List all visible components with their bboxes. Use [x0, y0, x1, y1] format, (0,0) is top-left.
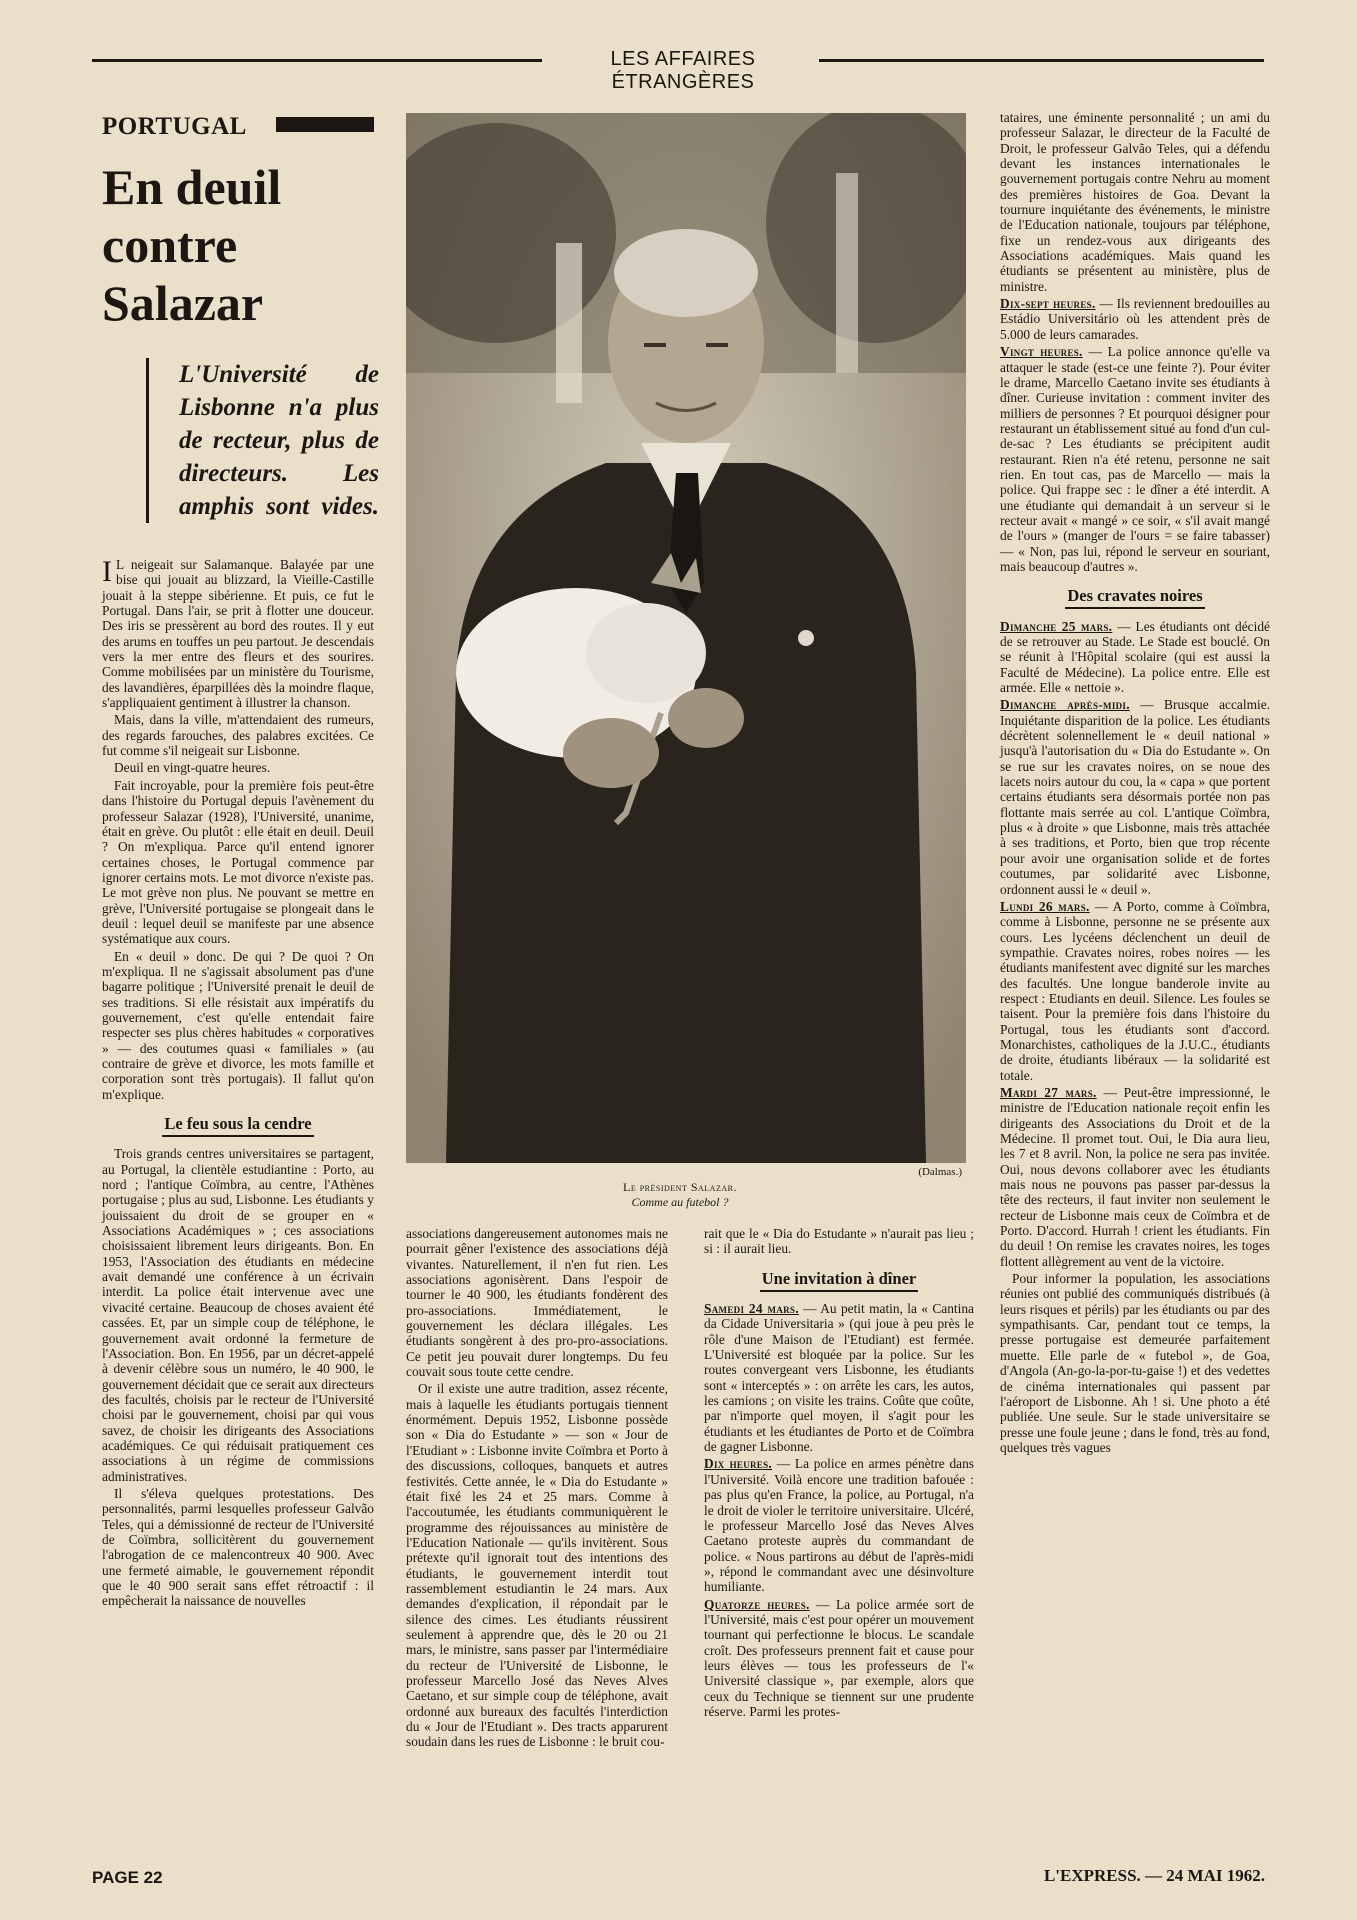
section-header — [92, 48, 1264, 93]
issue-date: L'EXPRESS. — 24 MAI 1962. — [1043, 1866, 1265, 1885]
paragraph: rait que le « Dia do Estudante » n'aurait pas lieu ; si : il aurait lieu. — [704, 1226, 974, 1257]
paragraph: Or il existe une autre tradition, assez récente, mais à laquelle les étudiants portugais tiennent énormément. Depuis 1952, Lisbonne possède son « Dia do Estudante » — son « Jour de l'Etudiant » : Lisbonne invite Coïmbra et Porto à des discussions, colloques, banquets et autres festivités. Cette année, le « Dia do Estudante » était fixé les 24 et 25 mars. Comme à l'accoutumée, les étudiants communiquèrent le programme des réjouissances au ministère de l'Education Nationale — qu'ils invitèrent. Sous prétexte qu'il ignorait tout des intentions des étudiants, le gouvernement interdit tout rassemblement estudiantin le 24 mars. Aux demandes d'explication, il répondait par le silence des cimes. Les étudiants réussirent seulement à apprendre que, dès le 20 ou 21 mars, le ministre, sans passer par l'intermédiaire du recteur de l'Université de Lisbonne, le professeur Marcello José das Neves Alves Caetano, et sur simple coup de téléphone, avait ordonné aux bureaux des facultés l'interdiction du « Jour de l'Etudiant ». Des tracts apparurent soudain dans les rues de Lisbonne : le bruit cou- — [406, 1381, 668, 1750]
paragraph: Pour informer la population, les associations réunies ont publié des communiqués distribués (à leurs risques et périls) par les étudiants ou par des sympathisants. Car, pendant tout ce temps, la presse portugaise est demeurée parfaitement muette. Elle parle de « futebol », de Goa, d'Angola (An-go-la-por-tu-gaise !) et des vedettes de cinéma internationales qui passent par l'aéroport de Lisbonne. Ah ! si. Une photo a été publiée. Une seule. Sur le stade universitaire se presse une foule jeune ; dans le fond, très au fond, quelques très vagues — [1000, 1271, 1270, 1455]
paragraph — [704, 1456, 974, 1594]
paragraph: Mais, dans la ville, m'attendaient des rumeurs, des regards farouches, des palabres excitées. Ce fut comme s'il neigeait sur Lisbonne. — [102, 712, 374, 759]
photo-illustration — [406, 113, 966, 1163]
subhead-text: Le feu sous la cendre — [162, 1114, 313, 1137]
timestamp: Quatorze heures. — [704, 1596, 810, 1612]
paragraph — [1000, 344, 1270, 574]
subhead-text: Une invitation à dîner — [760, 1269, 918, 1292]
paragraph: Fait incroyable, pour la première fois peut-être dans l'histoire du Portugal depuis l'avènement du professeur Salazar (1928), l'Université, unanime, était en grève. Ou plutôt : elle était en deuil. Deuil ? On m'expliqua. Parce qu'il entend ignorer certaines choses, le Portugal commence par ignorer certains mots. Le mot divorce n'existe pas. Le mot grève non plus. Ne pouvant se mettre en grève, l'Université portugaise se plongeait dans le deuil : lequel deuil se manifeste par une absence systématique aux cours. — [102, 777, 374, 947]
paragraph-text: — Peut-être impressionné, le ministre de l'Education nationale reçoit enfin les dirigeants des Associations du Droit et de la Médecine. Il promet tout. Oui, le Dia aura lieu, les 7 et 8 avril. Non, la police ne sera pas invitée. Oui, nous devons collaborer avec les étudiants mais nous ne pouvons pas passer par-dessus la tête des recteurs, il faut inviter non seulement le recteur de Lisbonne mais ceux de Coïmbra et de Porto. D'accord. Hurrah ! crient les étudiants. Fin du deuil ! On remise les cravates noires, les toges flottent allègrement au vent de la victoire. — [1000, 1084, 1270, 1269]
paragraph-text: L neigeait sur Salamanque. Balayée par une bise qui jouait au blizzard, la Vieille-Castille jouait à la steppe sibérienne. Et puis, ce fut le Portugal. Dans l'air, se prit à flotter une douceur. Des iris se pressèrent au bord des routes. Il y eut des arums en touffes un peu partout. Je descendais vers la mer entre des fleurs et des sourires. Comme mobilisées par un ministère du Tourisme, des lavandières, éparpillées dès la moindre flaque, s'appliquaient gentiment à illustrer la chanson. — [102, 557, 374, 711]
timestamp: Dimanche après-midi. — [1000, 697, 1130, 713]
paragraph: En « deuil » donc. De qui ? De quoi ? On m'expliqua. Il ne s'agissait absolument pas d'une bagarre politique ; l'Université prenait le deuil de ses traditions. Si elle résistait aux impératifs du gouvernement, c'est qu'elle entendait faire respecter ses plus chères habitudes « corporatives » — des coutumes quasi « familiales » (au contraire de grève et divorce, les mots famille et corporation sont très portugais). Il fallut qu'on m'explique. — [102, 948, 374, 1102]
article-column-4 — [1000, 110, 1270, 1457]
paragraph — [704, 1597, 974, 1720]
kicker — [102, 113, 372, 139]
paragraph — [102, 557, 374, 710]
header-rule-left — [92, 59, 542, 62]
paragraph — [1000, 1085, 1270, 1269]
paragraph-text: — Brusque accalmie. Inquiétante disparition de la police. Les étudiants décrètent solennellement le « deuil national » jusqu'à l'autorisation du « Dia do Estudante ». On se rue sur les cravates noires, on se noue des lacets noirs autour du cou, la « capa » que portent certains étudiants sera désormais portée non pas flottante mais serrée au col. L'antique Coïmbra, plus « à droite » que Lisbonne, mais très attachée à ses traditions, et Porto, bien que trop récente pour avoir une organisation solide et de fortes coutumes, par solidarité avec Lisbonne, ordonnent aussi le « deuil ». — [1000, 697, 1270, 897]
headline-line: En deuil — [102, 159, 282, 215]
caption-name: Le président Salazar. — [623, 1180, 737, 1194]
paragraph-text: — A Porto, comme à Coïmbra, comme à Lisbonne, personne ne se présente aux cours. Les lycéens déclenchent un deuil de sympathie. Cravates noires, robes noires — les étudiants manifestent avec dignité sur les marches des facultés. Une longue banderole invite au respect : Etudiants en deuil. Silence. Les foules se taisent. Pour la première fois dans l'histoire du Portugal, tous les étudiants sont d'accord. Monarchistes, catholiques de la J.U.C., étudiants de droite, étudiants libéraux — la solidarité est totale. — [1000, 898, 1270, 1083]
article-column-1 — [102, 557, 374, 1611]
paragraph: associations dangereusement autonomes mais ne pourrait gêner l'existence des associations déjà vivantes. Naturellement, il n'en fut rien. Les associations agonisèrent. Dans l'espoir de tourner le 40 900, les étudiants fondèrent des pro-associations. Immédiatement, le gouvernement les déclara illégales. Les étudiants songèrent à des pro-pro-associations. Ce petit jeu pouvait durer longtemps. Du feu couvait sous toute cette cendre. — [406, 1226, 668, 1380]
headline-line: contre — [102, 217, 238, 273]
paragraph: tataires, une éminente personnalité ; un ami du professeur Salazar, le directeur de la Faculté de Droit, le professeur Galvão Teles, qui a défendu devant les instances internationales le gouvernement portugais contre Nehru au moment des premières histoires de Goa. Devant la tournure inquiétante des événements, le ministre de l'Education nationale, toujours par téléphone, fixe un rendez-vous aux dirigeants des Associations académiques. Mais quand les étudiants se présentent au ministère, plus de ministre. — [1000, 110, 1270, 294]
paragraph: Trois grands centres universitaires se partagent, au Portugal, la clientèle estudiantine : Porto, au nord ; l'antique Coïmbra, au centre, l'Athènes portugaise ; plus au sud, Lisbonne. Les étudiants y jouissaient du droit de se grouper en « Associations Académiques » ; ces associations choisissaient librement leurs dirigeants. Bon. En 1953, l'Association des étudiants en médecine avait demandé une conférence à un écrivain interdit. La police était intervenue avec une vivacité certaine. Beaucoup de choses avaient été cassées. Et, par un simple coup de téléphone, le gouvernement avait ordonné la fermeture de l'Association. Bon. En 1956, par un décret-appelé à devenir célèbre sous un numéro, le 40 900, le gouvernement décidait que ce serait aux directeurs des facultés, choisis par le recteur de l'Université choisi par le gouvernement, choisi par qui vous savez, de choisir les dirigeants des Associations académiques. Ce qui réduisait pratiquement ces associations à un régime de commissions administratives. — [102, 1146, 374, 1484]
headline-line: Salazar — [102, 275, 264, 331]
paragraph-text: — Les étudiants ont décidé de se retrouver au Stade. Le Stade est bouclé. On se réunit à l'Hôpital scolaire (qui est aussi la Faculté de Médecine). La police entre. Elle est armée. Elle « nettoie ». — [1000, 618, 1270, 696]
subhead — [704, 1268, 974, 1289]
subhead — [1000, 588, 1270, 606]
timestamp: Lundi 26 mars. — [1000, 898, 1090, 914]
caption-subtitle: Comme au futebol ? — [631, 1195, 729, 1209]
paragraph-text: — Ils reviennent bredouilles au Estádio Universitário où les attendent près de 5.000 de leurs camarades. — [1000, 296, 1270, 342]
salazar-photo — [406, 113, 966, 1163]
page-number: PAGE 22 — [92, 1868, 163, 1887]
paragraph — [704, 1301, 974, 1454]
timestamp: Dimanche 25 mars. — [1000, 618, 1113, 634]
section-label: LES AFFAIRES ÉTRANGÈRES — [610, 48, 756, 93]
paragraph-text: — Au petit matin, la « Cantina da Cidade Universitaria » (qui joue à peu près le rôle d'une Maison de l'Etudiant) est fermée. L'Université est bloquée par la police. Sur les routes convergeant vers Lisbonne, les étudiants sont « interceptés » : on arrête les cars, les autos, les camions ; on visite les trains. Coûte que coûte, par n'importe quel moyen, il s'agit pour les étudiants et les étudiantes de Porto et de Coïmbra de gagner Lisbonne. — [704, 1301, 974, 1455]
header-rule-right — [819, 59, 1264, 62]
deck: L'Université de Lisbonne n'a plus de recteur, plus de directeurs. Les amphis sont vides. — [146, 358, 379, 523]
paragraph — [1000, 697, 1270, 896]
subhead-text: Des cravates noires — [1065, 586, 1204, 609]
kicker-label: PORTUGAL — [102, 113, 247, 140]
timestamp: Vingt heures. — [1000, 344, 1083, 360]
subhead — [102, 1116, 374, 1134]
paragraph — [1000, 296, 1270, 342]
headline — [102, 158, 382, 332]
paragraph-text: — La police en armes pénètre dans l'Université. Voilà encore une tradition bafouée : pas plus qu'en France, la police, au Portugal, n'a le droit de violer le territoire universitaire. Ulcéré, le professeur Marcello José das Neves Alves Caetano proteste auprès du commandant de police. « Nous partirons au début de l'après-midi », répond le commandant avec une désinvolture humiliante. — [704, 1456, 974, 1595]
paragraph — [1000, 899, 1270, 1083]
timestamp: Samedi 24 mars. — [704, 1301, 799, 1317]
paragraph-text: — La police annonce qu'elle va attaquer le stade (est-ce une feinte ?). Pour éviter le drame, Marcello Caetano invite ses étudiants à dîner. Curieuse invitation : comment inviter des milliers de personnes ? Et pourquoi désigner pour restaurant un établissement situé au fond d'un cul-de-sac ? Les étudiants se précipitent audit restaurant. Rien n'a été retenu, personne ne sait rien. En tout cas, pas de Marcello — mais la police. Qui frappe sec : le dîner a été interdit. A une étudiante qui demandait à un serveur si le recteur avait « mangé » ce soir, « s'il avait mangé de l'ours » (manger de l'ours = se faire tabasser) — « Non, pas lui, répond le serveur en souriant, mais beaucoup d'autres ». — [1000, 344, 1270, 574]
paragraph: Deuil en vingt-quatre heures. — [114, 760, 271, 776]
drop-cap: I — [102, 555, 112, 588]
photo-caption — [520, 1180, 840, 1210]
timestamp: Dix heures. — [704, 1456, 773, 1472]
photo-credit: (Dalmas.) — [918, 1166, 962, 1178]
paragraph — [1000, 619, 1270, 696]
article-column-3 — [704, 1226, 974, 1721]
paragraph-text: — La police armée sort de l'Université, mais c'est pour opérer un mouvement tournant qui perfectionne le blocus. Le scandale croît. Des professeurs prennent fait et cause pour leurs élèves — tous les professeurs de l'« Université classique », par exemple, alors que ceux du Technique se tiennent sur une prudente réserve. Parmi les protes- — [704, 1596, 974, 1719]
timestamp: Mardi 27 mars. — [1000, 1084, 1097, 1100]
kicker-bar — [276, 117, 374, 132]
article-column-2 — [406, 1226, 668, 1752]
timestamp: Dix-sept heures. — [1000, 296, 1096, 312]
paragraph: Il s'éleva quelques protestations. Des personnalités, parmi lesquelles professeur Galvão Teles, qui a démissionné de recteur de l'Université de Coïmbra, sollicitèrent du gouvernement l'abrogation de ce malencontreux 40 900. Avec une fermeté aimable, le gouvernement répondit que le 40 900 serait sans effet rétroactif : il empêcherait la naissance de nouvelles — [102, 1485, 374, 1609]
